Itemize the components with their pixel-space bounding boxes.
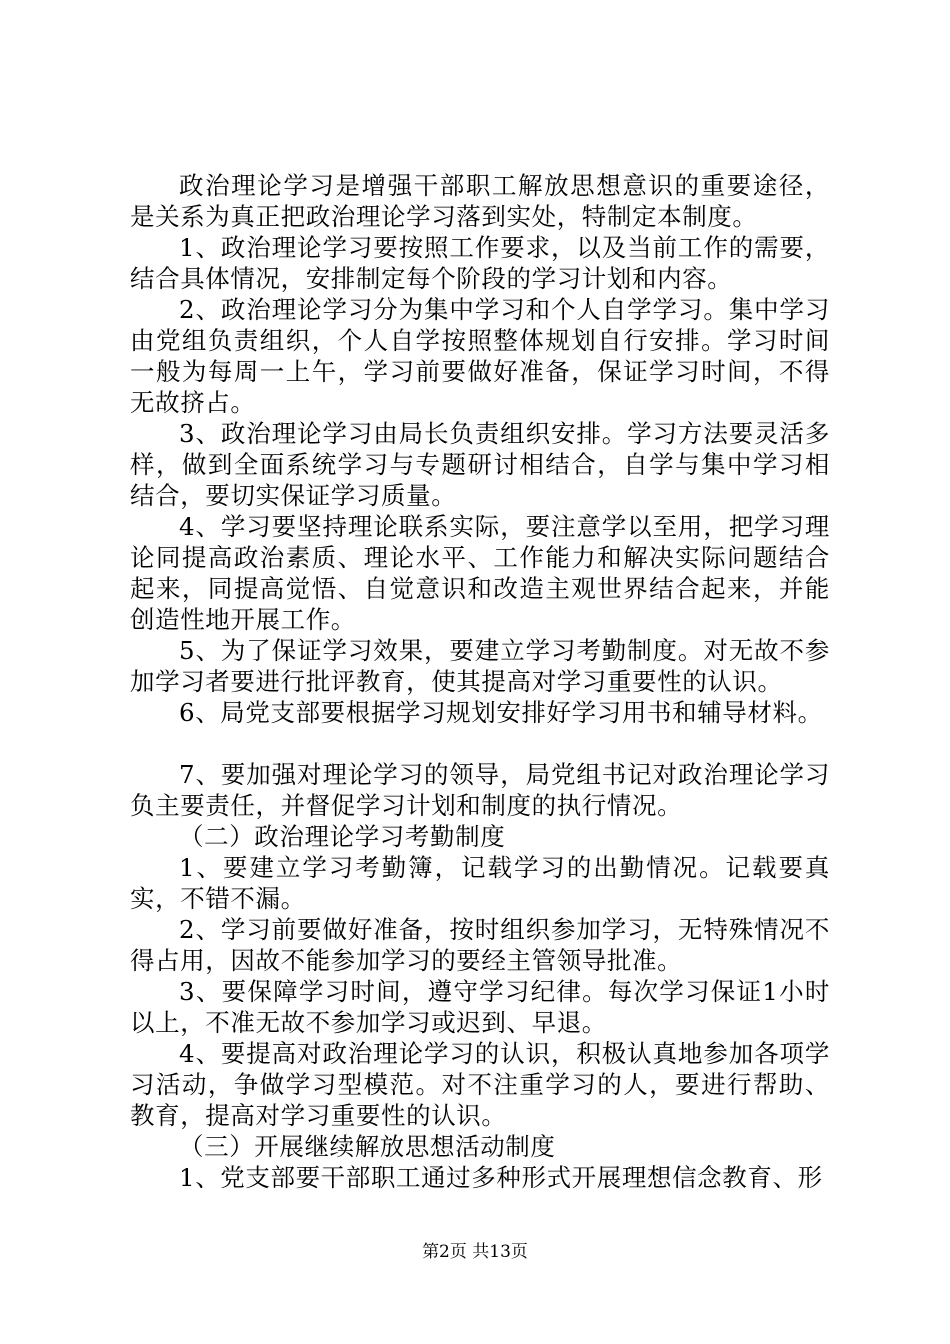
paragraph-activities-1: 1、党支部要干部职工通过多种形式开展理想信念教育、形 xyxy=(179,1163,823,1192)
paragraph-item-7: 7、要加强对理论学习的领导，局党组书记对政治理论学习负主要责任，并督促学习计划和制度的执行情况。 xyxy=(130,760,830,820)
paragraph-item-2: 2、政治理论学习分为集中学习和个人自学学习。集中学习由党组负责组织，个人自学按照整体规划自行安排。学习时间一般为每周一上午，学习前要做好准备，保证学习时间，不得无故挤占。 xyxy=(130,295,830,417)
paragraph-attendance-1: 1、要建立学习考勤簿，记载学习的出勤情况。记载要真实，不错不漏。 xyxy=(130,853,830,913)
paragraph-item-4: 4、学习要坚持理论联系实际，要注意学以至用，把学习理论同提高政治素质、理论水平、工作能力和解决实际问题结合起来，同提高觉悟、自觉意识和改造主观世界结合起来，并能创造性地开展工作。 xyxy=(130,512,830,634)
document-body xyxy=(130,170,830,1193)
section-heading-attendance: （二）政治理论学习考勤制度 xyxy=(179,822,506,851)
paragraph-item-6: 6、局党支部要根据学习规划安排好学习用书和辅导材料。 xyxy=(179,698,823,727)
paragraph-attendance-3: 3、要保障学习时间，遵守学习纪律。每次学习保证1小时以上，不准无故不参加学习或迟到、早退。 xyxy=(130,977,830,1037)
paragraph-item-1: 1、政治理论学习要按照工作要求，以及当前工作的需要，结合具体情况，安排制定每个阶段的学习计划和内容。 xyxy=(130,233,830,293)
page-footer: 第2页 共13页 xyxy=(422,1242,528,1262)
paragraph-item-5: 5、为了保证学习效果，要建立学习考勤制度。对无故不参加学习者要进行批评教育，使其提高对学习重要性的认识。 xyxy=(130,636,830,696)
section-heading-activities: （三）开展继续解放思想活动制度 xyxy=(179,1132,556,1161)
paragraph-attendance-2: 2、学习前要做好准备，按时组织参加学习，无特殊情况不得占用，因故不能参加学习的要经主管领导批准。 xyxy=(130,915,830,975)
paragraph-intro: 政治理论学习是增强干部职工解放思想意识的重要途径，是关系为真正把政治理论学习落到实处，特制定本制度。 xyxy=(130,171,830,231)
paragraph-attendance-4: 4、要提高对政治理论学习的认识，积极认真地参加各项学习活动，争做学习型模范。对不注重学习的人，要进行帮助、教育，提高对学习重要性的认识。 xyxy=(130,1039,830,1130)
paragraph-item-3: 3、政治理论学习由局长负责组织安排。学习方法要灵活多样，做到全面系统学习与专题研讨相结合，自学与集中学习相结合，要切实保证学习质量。 xyxy=(130,419,830,510)
